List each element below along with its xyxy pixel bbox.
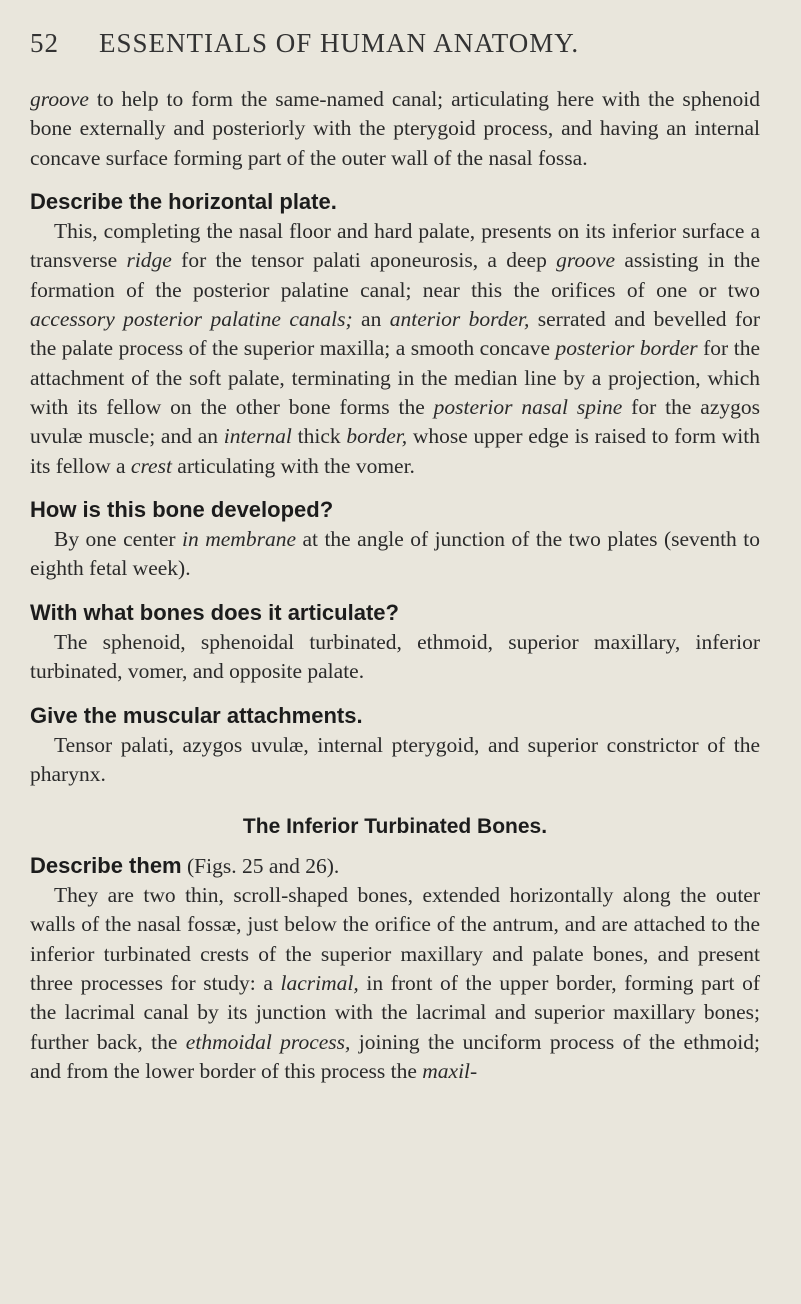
term: posterior border <box>555 336 698 361</box>
page-number: 52 <box>30 28 59 58</box>
term: internal <box>223 424 292 449</box>
question-text: With what bones does it articulate? <box>30 599 399 625</box>
figure-reference: (Figs. 25 and 26). <box>181 853 340 878</box>
question-text: Describe the horizontal plate. <box>30 188 337 214</box>
question-heading <box>30 495 760 525</box>
answer-paragraph: They are two thin, scroll-shaped bones, extended horizontally along the outer walls of the nasal fossæ, just below the orifice of the antrum, and are attached to the inferior turbinated crests of the superior maxillary and palate bones, and present three processes for study: a lacrimal, in front of the upper border, forming part of the lacrimal canal by its junction with the lacrimal and superior maxillary bones; further back, the ethmoidal process, joining the unciform process of the ethmoid; and from the lower border of this process the maxil- <box>30 883 760 1083</box>
continuation-paragraph: groove to help to form the same-named canal; articulating here with the sphenoid bone externally and posteriorly with the pterygoid process, and having an internal concave surface forming part of the outer wall of the nasal fossa. <box>30 87 760 170</box>
running-title: ESSENTIALS OF HUMAN ANATOMY. <box>99 28 580 58</box>
answer-paragraph: This, completing the nasal floor and hard palate, presents on its inferior surface a transverse ridge for the tensor palati aponeurosis, a deep groove assisting in the formation of the posterior palatine canal; near this the orifices of one or two accessory posterior palatine canals; an anterior border, serrated and bevelled for the palate process of the superior maxilla; a smooth concave posterior border for the attachment of the soft palate, terminating in the median line by a projection, which with its fellow on the other bone forms the posterior nasal spine for the azygos uvulæ muscle; and an internal thick border, whose upper edge is raised to form with its fellow a crest articulating with the vomer. <box>30 219 761 478</box>
answer-paragraph: By one center in membrane at the angle of junction of the two plates (seventh to eighth fetal week). <box>30 527 760 581</box>
section-heading: The Inferior Turbinated Bones. <box>242 814 548 838</box>
term: posterior nasal spine <box>433 394 623 419</box>
term: border, <box>346 424 408 449</box>
question-heading <box>30 851 760 881</box>
question-heading <box>30 187 760 217</box>
term: groove <box>556 248 616 273</box>
answer-paragraph: The sphenoid, sphenoidal turbinated, ethmoid, superior maxillary, inferior turbinated, vomer, and opposite palate. <box>30 630 760 684</box>
question-text: Give the muscular attachments. <box>30 702 363 728</box>
question-text: How is this bone developed? <box>30 496 334 522</box>
page-body <box>30 85 760 1086</box>
running-header <box>30 28 770 59</box>
term: groove <box>30 87 89 111</box>
question-text: Describe them <box>30 852 182 878</box>
term: accessory posterior palatine canals; <box>30 307 353 332</box>
term: crest <box>130 453 172 478</box>
question-heading <box>30 598 760 628</box>
term: lacrimal, <box>280 971 359 996</box>
term: anterior border, <box>389 307 530 332</box>
answer-paragraph: Tensor palati, azygos uvulæ, internal pterygoid, and superior constrictor of the pharynx. <box>30 732 760 787</box>
term: ethmoidal process, <box>185 1029 351 1054</box>
term: ridge <box>126 248 172 273</box>
term: maxil- <box>422 1058 478 1083</box>
question-heading <box>30 701 760 731</box>
term: in membrane <box>182 527 296 552</box>
